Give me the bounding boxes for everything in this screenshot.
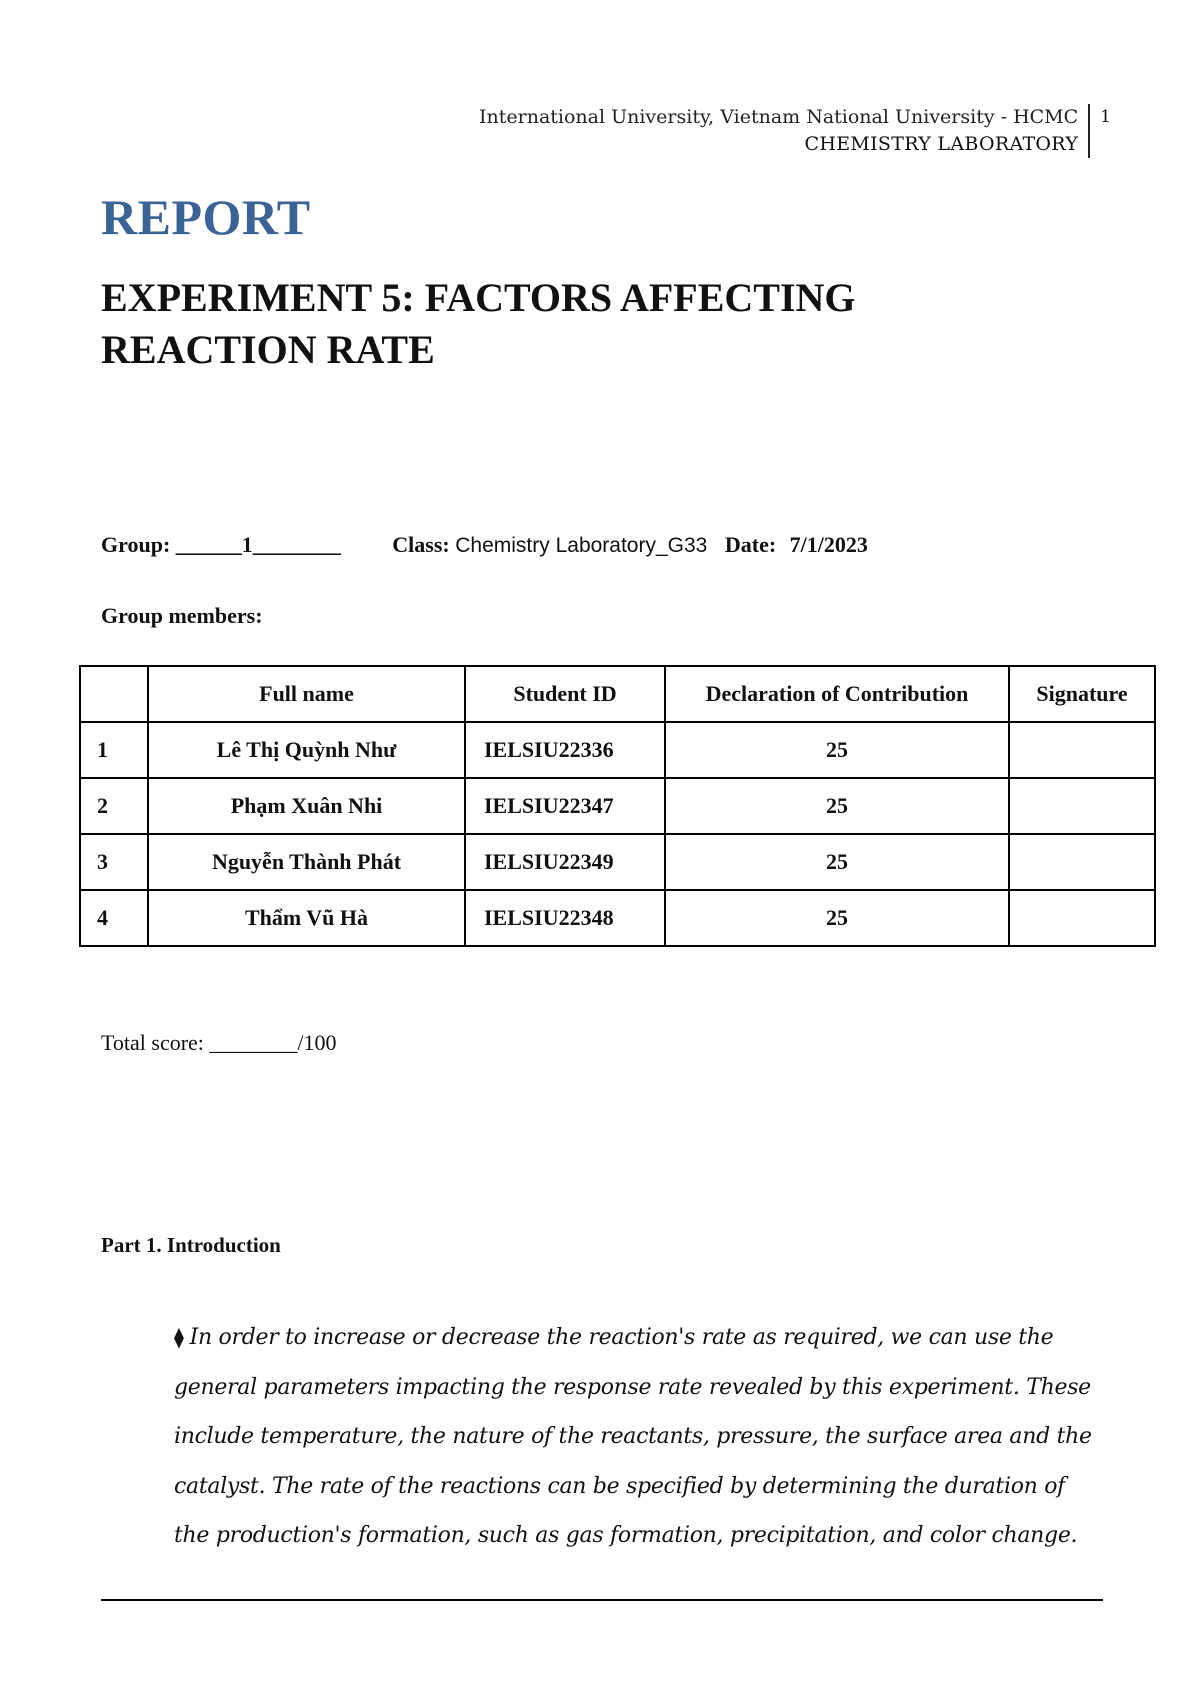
group-info-row xyxy=(101,532,868,558)
intro-text: In order to increase or decrease the reaction's rate as required, we can use the general parameters impacting the response rate revealed by this experiment. These include temperature, the nature of the reactants, pressure, the surface area and the catalyst. The rate of the reactions can be specified by determining the duration of the production's formation, such as gas formation, precipitation, and color change. xyxy=(174,1325,1092,1548)
header-signature: Signature xyxy=(1009,666,1155,722)
table-row xyxy=(80,834,1155,890)
member-contribution: 25 xyxy=(665,722,1009,778)
footer-divider xyxy=(101,1599,1103,1601)
member-student-id: IELSIU22336 xyxy=(465,722,665,778)
report-title: REPORT xyxy=(101,189,311,245)
date-block xyxy=(725,532,868,557)
member-signature xyxy=(1009,834,1155,890)
class-value: Chemistry Laboratory_G33 xyxy=(455,534,708,557)
header-contribution: Declaration of Contribution xyxy=(665,666,1009,722)
row-number: 1 xyxy=(80,722,148,778)
member-name: Lê Thị Quỳnh Như xyxy=(148,722,465,778)
member-student-id: IELSIU22347 xyxy=(465,778,665,834)
member-name: Phạm Xuân Nhi xyxy=(148,778,465,834)
date-label: Date: xyxy=(724,532,777,557)
row-number: 2 xyxy=(80,778,148,834)
member-contribution: 25 xyxy=(665,890,1009,946)
total-score: Total score: ________/100 xyxy=(101,1030,337,1055)
group-members-label: Group members: xyxy=(101,603,263,628)
page-header xyxy=(479,104,1111,158)
header-number xyxy=(80,666,148,722)
table-row xyxy=(80,890,1155,946)
member-signature xyxy=(1009,890,1155,946)
table-row xyxy=(80,778,1155,834)
header-lab-name: CHEMISTRY LABORATORY xyxy=(804,133,1079,155)
header-institution: International University, Vietnam National University - HCMC xyxy=(479,106,1079,128)
header-text-block xyxy=(479,104,1090,158)
header-student-id: Student ID xyxy=(465,666,665,722)
member-name: Thẩm Vũ Hà xyxy=(148,890,465,946)
date-value: 7/1/2023 xyxy=(789,532,868,557)
diamond-bullet-icon: ⧫ xyxy=(174,1325,184,1349)
member-signature xyxy=(1009,722,1155,778)
part1-heading: Part 1. Introduction xyxy=(101,1233,281,1257)
row-number: 4 xyxy=(80,890,148,946)
member-contribution: 25 xyxy=(665,778,1009,834)
experiment-title: EXPERIMENT 5: FACTORS AFFECTING REACTION RATE xyxy=(101,275,856,372)
member-signature xyxy=(1009,778,1155,834)
class-block xyxy=(392,532,713,557)
member-contribution: 25 xyxy=(665,834,1009,890)
member-name: Nguyễn Thành Phát xyxy=(148,834,465,890)
members-table xyxy=(79,665,1156,947)
intro-paragraph xyxy=(174,1313,1104,1561)
group-value: ______1________ xyxy=(175,532,341,557)
member-student-id: IELSIU22348 xyxy=(465,890,665,946)
table-row xyxy=(80,722,1155,778)
table-header-row xyxy=(80,666,1155,722)
header-full-name: Full name xyxy=(148,666,465,722)
member-student-id: IELSIU22349 xyxy=(465,834,665,890)
page-number: 1 xyxy=(1100,107,1111,127)
class-label: Class: xyxy=(392,532,450,557)
group-label: Group: xyxy=(101,532,171,557)
row-number: 3 xyxy=(80,834,148,890)
